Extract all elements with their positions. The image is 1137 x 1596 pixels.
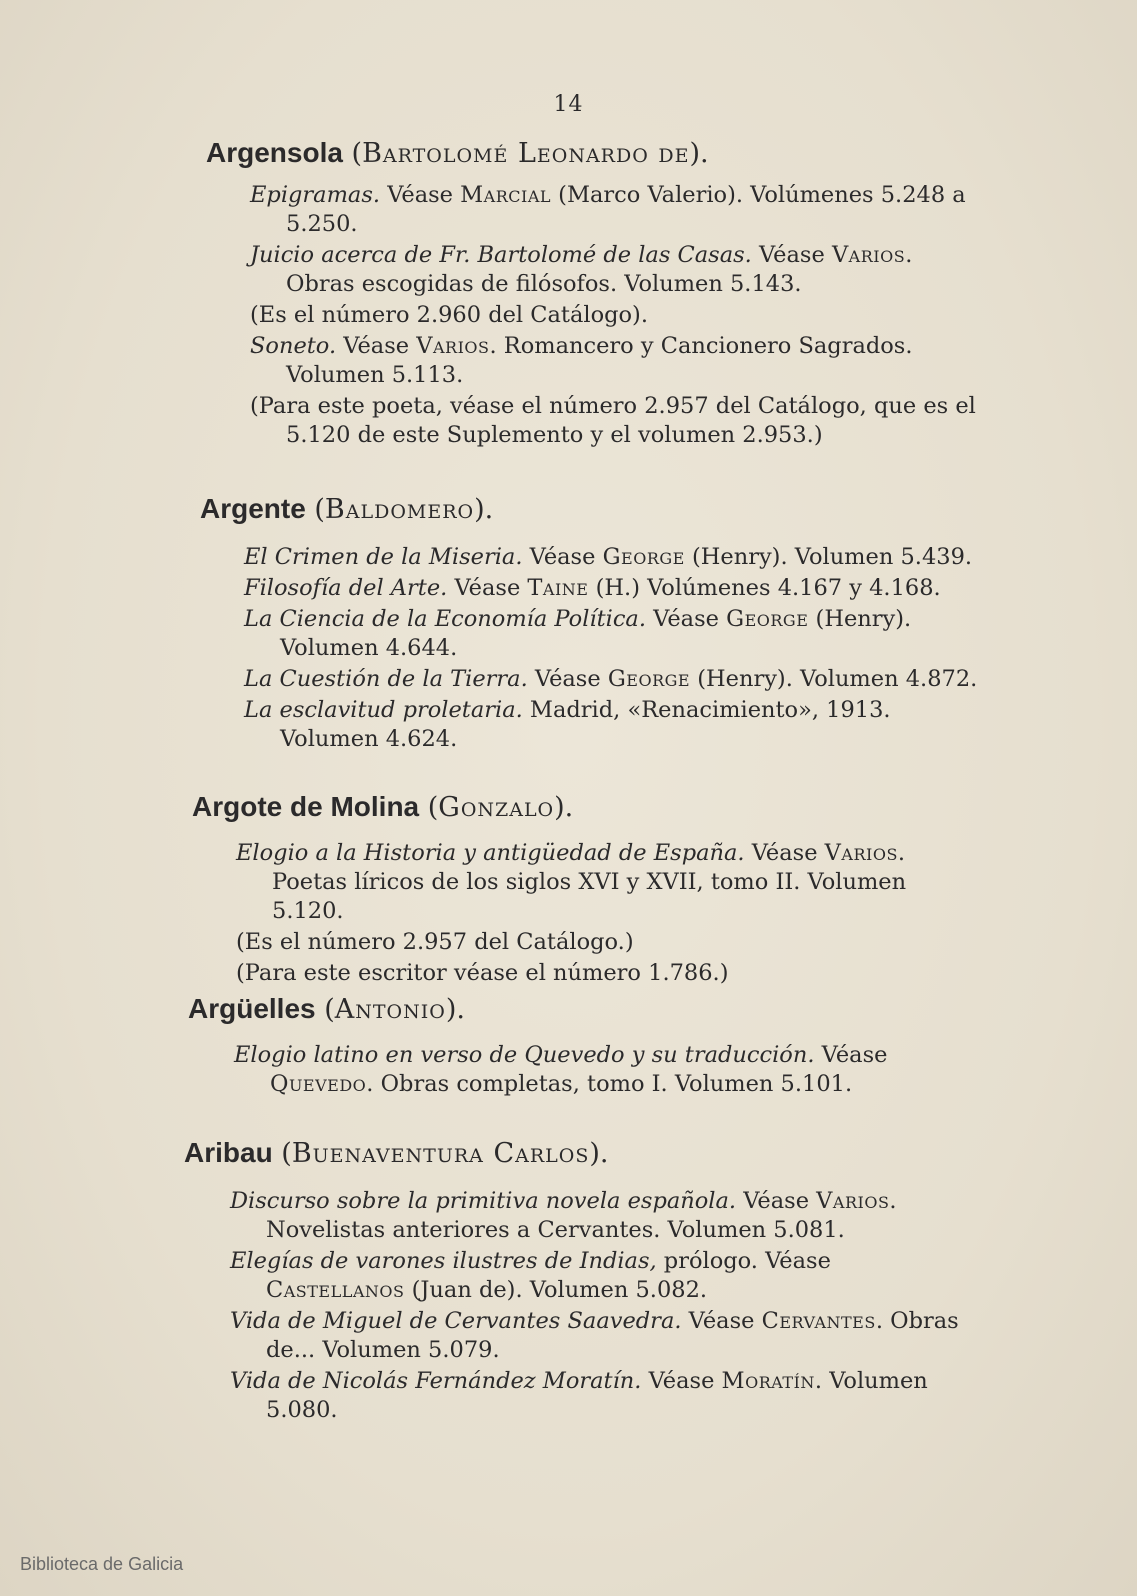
entry-aribau <box>184 1136 970 1427</box>
author-heading: Aribau (Buenaventura Carlos). <box>184 1137 609 1169</box>
work-item: Filosofía del Arte. Véase Taine (H.) Volúmenes 4.167 y 4.168. <box>244 575 941 601</box>
work-item: Elogio latino en verso de Quevedo y su traducción. Véase Quevedo. Obras completas, tomo I. Volumen 5.101. <box>234 1042 888 1097</box>
work-item: La Ciencia de la Economía Política. Véase George (Henry). Volumen 4.644. <box>244 606 912 661</box>
author-given-name: Baldomero <box>324 494 475 525</box>
entry-argensola <box>206 136 986 452</box>
work-item: El Crimen de la Miseria. Véase George (Henry). Volumen 5.439. <box>244 544 973 570</box>
work-item: Juicio acerca de Fr. Bartolomé de las Casas. Véase Varios. Obras escogidas de filósofos. Volumen 5.143. <box>250 242 913 297</box>
work-item: Soneto. Véase Varios. Romancero y Cancionero Sagrados. Volumen 5.113. <box>250 333 913 388</box>
author-given-name: Antonio <box>334 994 446 1025</box>
author-name: Aribau <box>184 1137 273 1168</box>
author-given-name: Gonzalo <box>438 792 555 823</box>
library-watermark: Biblioteca de Galicia <box>20 1554 184 1574</box>
page-number: 14 <box>553 92 584 117</box>
author-given-name: Bartolomé Leonardo de <box>362 138 690 169</box>
work-item: Elogio a la Historia y antigüedad de España. Véase Varios. Poetas líricos de los siglos XVI y XVII, tomo II. Volumen 5.120. <box>236 840 907 924</box>
author-heading: Argensola (Bartolomé Leonardo de). <box>206 137 709 169</box>
work-item: Epigramas. Véase Marcial (Marco Valerio). Volúmenes 5.248 a 5.250. <box>250 182 966 237</box>
author-given-name: Buenaventura Carlos <box>291 1138 590 1169</box>
work-item: Vida de Miguel de Cervantes Saavedra. Véase Cervantes. Obras de... Volumen 5.079. <box>230 1308 959 1363</box>
catalog-note: (Para este poeta, véase el número 2.957 del Catálogo, que es el 5.120 de este Suplemento y el volumen 2.953.) <box>250 393 976 448</box>
entry-arguelles <box>188 992 974 1101</box>
work-item: Discurso sobre la primitiva novela española. Véase Varios. Novelistas anteriores a Cervantes. Volumen 5.081. <box>230 1188 897 1243</box>
author-heading: Argote de Molina (Gonzalo). <box>192 791 574 823</box>
author-heading: Argente (Baldomero). <box>200 493 494 525</box>
author-name: Argente <box>200 493 306 524</box>
work-item: La Cuestión de la Tierra. Véase George (Henry). Volumen 4.872. <box>244 666 978 692</box>
catalog-note: (Para este escritor véase el número 1.786.) <box>236 960 729 986</box>
entry-argente <box>200 492 980 756</box>
catalog-note: (Es el número 2.957 del Catálogo.) <box>236 929 634 955</box>
catalog-note: (Es el número 2.960 del Catálogo). <box>250 302 648 328</box>
entry-argote-de-molina <box>192 790 978 990</box>
author-heading: Argüelles (Antonio). <box>188 993 465 1025</box>
author-name: Argüelles <box>188 993 316 1024</box>
author-name: Argensola <box>206 137 343 168</box>
author-name: Argote de Molina <box>192 791 420 822</box>
work-item: La esclavitud proletaria. Madrid, «Renacimiento», 1913. Volumen 4.624. <box>244 697 891 752</box>
work-item: Elegías de varones ilustres de Indias, prólogo. Véase Castellanos (Juan de). Volumen 5.082. <box>230 1248 831 1303</box>
work-item: Vida de Nicolás Fernández Moratín. Véase Moratín. Volumen 5.080. <box>230 1368 928 1423</box>
